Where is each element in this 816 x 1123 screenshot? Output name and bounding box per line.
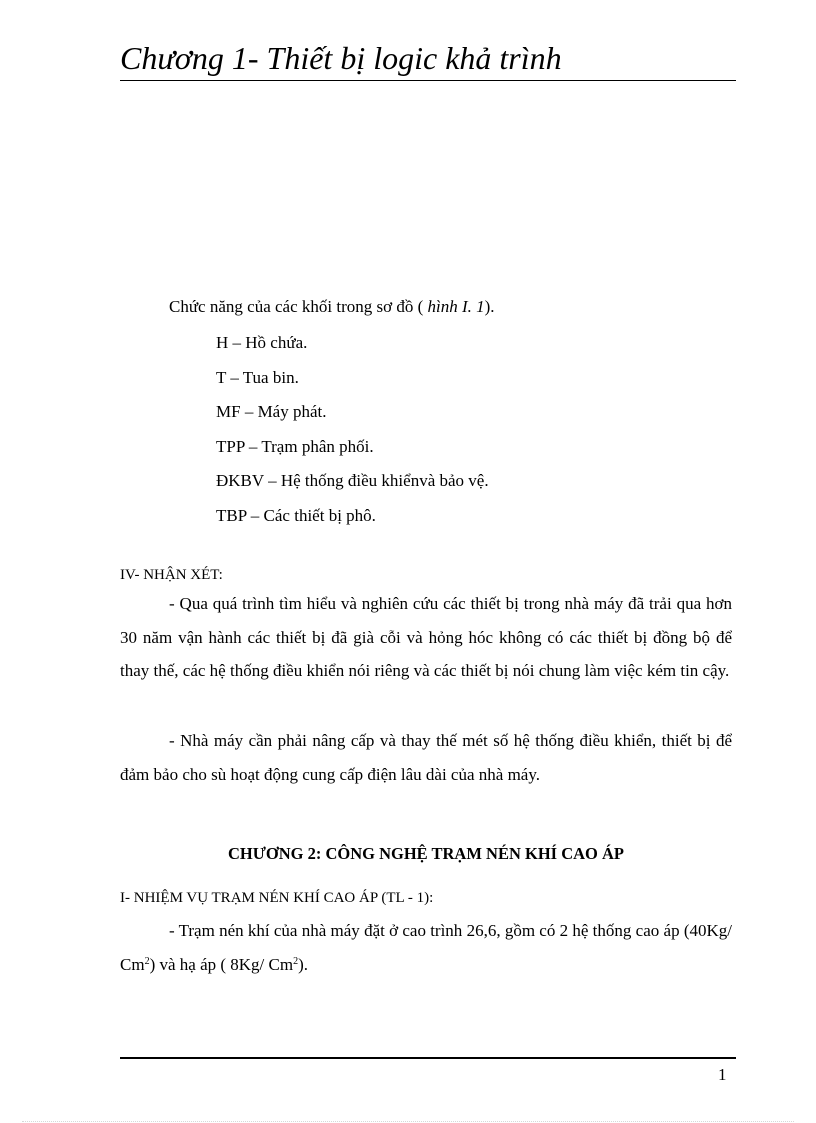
definition-item: MF – Máy phát. <box>216 402 327 421</box>
section-heading-remarks: IV- NHẬN XÉT: <box>120 567 223 583</box>
definition-item: TBP – Các thiết bị phô. <box>216 505 376 525</box>
superscript: 2 <box>144 955 150 967</box>
block-definition-list <box>216 331 489 538</box>
paragraph: - Qua quá trình tìm hiểu và nghiên cứu các thiết bị trong nhà máy đã trải qua hơn 30 năm vận hành các thiết bị đã già cỗi và hỏng hóc không có các thiết bị đồng bộ để thay thế, các hệ thống điều khiển nói riêng và các thiết bị nói chung làm việc kém tin cậy. <box>120 594 732 681</box>
footer-divider <box>120 1057 736 1059</box>
paragraph: - Nhà máy cần phải nâng cấp và thay thế mét số hệ thống điều khiển, thiết bị để đảm bảo cho sù hoạt động cung cấp điện lâu dài của nhà máy. <box>120 731 732 784</box>
intro-text-end: ). <box>484 297 495 316</box>
definition-item: TPP – Trạm phân phối. <box>216 436 374 456</box>
intro-text: Chức năng của các khối trong sơ đồ ( <box>169 297 428 316</box>
section-heading-mission: I- NHIỆM VỤ TRẠM NÉN KHÍ CAO ÁP (TL - 1): <box>120 890 434 906</box>
figure-reference: hình I. 1 <box>427 297 485 316</box>
chapter-header-title: Chương 1- Thiết bị logic khả trình <box>120 40 562 76</box>
paragraph-text: - Trạm nén khí của nhà máy đặt ở cao trình 26,6, gồm có 2 hệ thống cao áp <box>169 921 680 940</box>
block-functions-intro <box>169 295 495 319</box>
chapter-heading: CHƯƠNG 2: CÔNG NGHỆ TRẠM NÉN KHÍ CAO ÁP <box>228 844 624 863</box>
pressure-text: (40Kg/ Cm <box>120 921 733 974</box>
definition-item: ĐKBV – Hệ thống điều khiểnvà bảo vệ. <box>216 471 489 490</box>
page-edge-dotted-line <box>22 1121 794 1122</box>
header-divider <box>120 80 736 81</box>
page-number: 1 <box>718 1065 727 1084</box>
paragraph <box>120 914 732 981</box>
pressure-text: ). <box>298 954 309 974</box>
pressure-text: ) và hạ áp ( 8Kg/ Cm <box>149 954 294 974</box>
superscript: 2 <box>293 955 299 967</box>
definition-item: H – Hồ chứa. <box>216 333 308 352</box>
definition-item: T – Tua bin. <box>216 367 299 387</box>
